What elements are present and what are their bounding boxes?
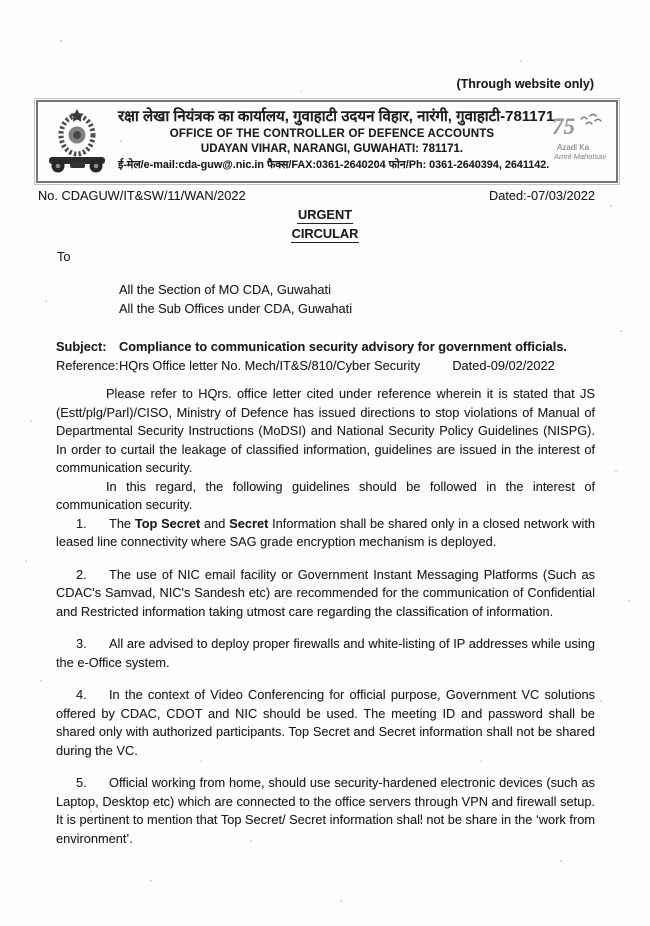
reference-text: HQrs Office letter No. Mech/IT&S/810/Cyber Security bbox=[119, 358, 421, 373]
subject-label: Subject: bbox=[56, 339, 107, 354]
circular-heading: CIRCULAR bbox=[291, 226, 359, 241]
azadi-75-icon bbox=[551, 112, 607, 138]
letterhead-title-hindi: रक्षा लेखा नियंत्रक का कार्यालय, गुवाहाटी उदयन विहार, नारंगी, गुवाहाटी-781171 bbox=[118, 108, 555, 125]
subject-text: Compliance to communication security advisory for government officials. bbox=[119, 339, 567, 354]
reference-label: Reference: bbox=[56, 358, 119, 373]
guideline-item-4: 4. In the context of Video Conferencing for official purpose, Government VC solutions offered by CDAC, CDOT and NIC should be used. The meeting ID and password shall be shared only with authorized participants. Top Secret and Secret information shall not be shared during the VC. bbox=[56, 687, 595, 758]
reference-date: Dated-09/02/2022 bbox=[452, 358, 555, 373]
addressee-list bbox=[119, 281, 650, 318]
guideline-item-1: 1. The Top Secret and Secret Information shall be shared only in a closed network with leased line connectivity where SAG grade encryption mechanism is deployed. bbox=[56, 515, 596, 549]
salutation: To bbox=[57, 249, 71, 264]
cda-emblem-icon bbox=[46, 107, 108, 175]
letterhead bbox=[36, 100, 618, 183]
guideline-item-2: 2. The use of NIC email facility or Government Instant Messaging Platforms (Such as CDAC's Samvad, NIC's Sandesh etc) are recommended for the communication of Confidential and Restricted information taking utmost care regarding the classification of information. bbox=[56, 566, 595, 619]
addressee-line: All the Section of MO CDA, Guwahati bbox=[119, 282, 331, 297]
guideline-item-3: 3. All are advised to deploy proper firewalls and white-listing of IP addresses while using the e-Office system. bbox=[56, 636, 595, 670]
letter-number: No. CDAGUW/IT&SW/11/WAN/2022 bbox=[38, 188, 246, 203]
reference-line bbox=[38, 188, 595, 203]
letterhead-contact-line: ई-मेल/e-mail:cda-guw@.nic.in फैक्स/FAX:0361-2640204 फोन/Ph: 0361-2640394, 2641142. bbox=[118, 159, 550, 171]
azadi-logo-line2: Amrit Mahotsav bbox=[554, 152, 607, 161]
through-website-note: (Through website only) bbox=[456, 77, 594, 91]
intro-paragraph-2: In this regard, the following guidelines should be followed in the interest of communication security. bbox=[56, 478, 595, 512]
reference-row bbox=[56, 356, 595, 375]
letter-date: Dated:-07/03/2022 bbox=[488, 188, 595, 203]
guideline-item-5: 5. Official working from home, should use security-hardened electronic devices (such as Laptop, Desktop etc) which are connected to the office servers through VPN and firewall setup. It is pertinent to mention that Top Secret/ Secret information shall not be share in the ‘work from environment’. bbox=[56, 775, 595, 846]
urgent-heading: URGENT bbox=[297, 207, 353, 222]
subject-row bbox=[56, 337, 595, 356]
azadi-logo-line1: Azadi Ka bbox=[557, 143, 590, 152]
svg-text:75: 75 bbox=[552, 114, 575, 138]
letterhead-address: UDAYAN VIHAR, NARANGI, GUWAHATI: 781171. bbox=[200, 143, 464, 155]
azadi-mahotsav-logo bbox=[548, 112, 610, 161]
item-number: 1. bbox=[76, 515, 87, 531]
letterhead-office-name: OFFICE OF THE CONTROLLER OF DEFENCE ACCOUNTS bbox=[169, 128, 495, 140]
item-number: 4. bbox=[76, 687, 87, 702]
item-number: 2. bbox=[76, 566, 87, 582]
intro-paragraph-1: Please refer to HQrs. office letter cited under reference wherein it is stated that JS (Estt/plg/Parl)/CISO, Ministry of Defence has issued directions to stop violations of Manual of Departmental Security Instructions (MoDSI) and National Security Policy Guidelines (NISPG). In order to curtail the leakage of classified information, guidelines are issued in the interest of communication security. bbox=[56, 386, 595, 475]
item-number: 3. bbox=[76, 636, 87, 651]
letter-body bbox=[56, 385, 595, 848]
item-number: 5. bbox=[76, 775, 87, 790]
addressee-line: All the Sub Offices under CDA, Guwahati bbox=[119, 300, 353, 316]
